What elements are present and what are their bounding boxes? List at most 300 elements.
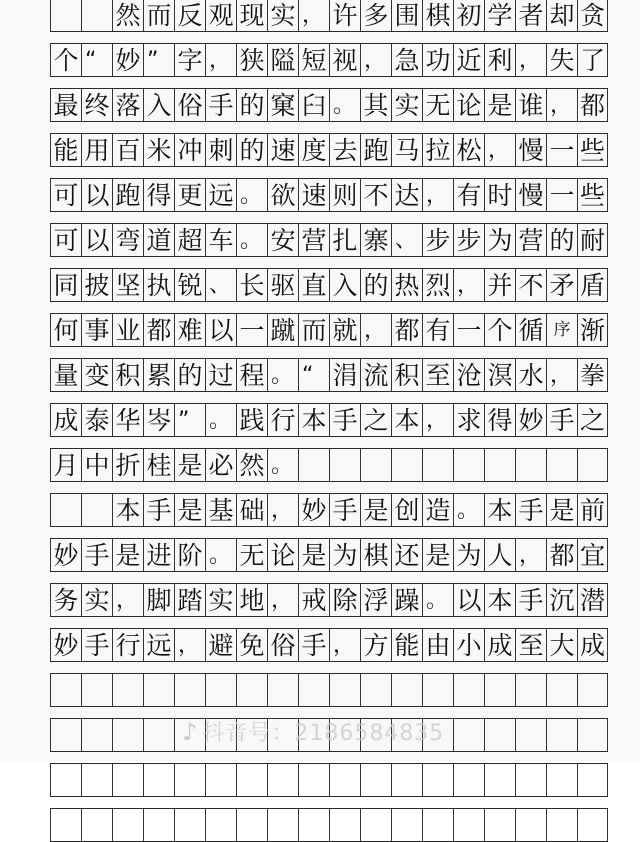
grid-cell: 为 [329,539,360,571]
grid-cell: 然 [236,449,267,481]
grid-cell: 欲 [267,179,298,211]
grid-cell [205,809,236,841]
grid-cell: 更 [174,179,205,211]
grid-cell: ， [422,179,453,211]
grid-cell: 地 [236,584,267,616]
grid-cell: 本 [391,404,422,436]
grid-cell: “ [81,44,112,76]
grid-cell: 本 [484,584,515,616]
grid-cell: 的 [236,134,267,166]
grid-cell [81,719,112,751]
grid-cell: 有 [453,179,484,211]
grid-cell [453,809,484,841]
grid-cell: 之 [360,404,391,436]
grid-cell: 造 [422,494,453,526]
grid-cell: 溟 [484,359,515,391]
grid-cell [112,674,143,706]
grid-cell [112,719,143,751]
grid-cell: 蹴 [267,314,298,346]
grid-cell: 中 [81,449,112,481]
grid-cell: 马 [391,134,422,166]
grid-cell: 谁 [515,89,546,121]
grid-cell: 流 [360,359,391,391]
grid-cell: 序 [546,314,577,346]
grid-cell [81,494,112,526]
grid-cell: 进 [143,539,174,571]
grid-cell: 而 [143,0,174,31]
grid-cell [484,809,515,841]
grid-cell: 一 [236,314,267,346]
grid-cell: 戒 [298,584,329,616]
grid-cell: ， [205,44,236,76]
grid-cell: 都 [546,539,577,571]
grid-cell: 臼 [298,89,329,121]
grid-cell: 贪 [577,0,608,31]
grid-cell: 都 [577,89,608,121]
grid-cell: 免 [236,629,267,661]
grid-cell: 锐 [174,269,205,301]
grid-cell [236,674,267,706]
grid-cell: 方 [360,629,391,661]
grid-cell: 矛 [546,269,577,301]
grid-cell: 跑 [112,179,143,211]
grid-cell: 字 [174,44,205,76]
grid-row [50,403,608,437]
grid-cell: 速 [267,134,298,166]
grid-cell [298,764,329,796]
grid-cell: 折 [112,449,143,481]
grid-cell: 去 [329,134,360,166]
grid-cell: ， [329,629,360,661]
grid-cell: 论 [267,539,298,571]
grid-cell: 渐 [577,314,608,346]
grid-row [50,178,608,212]
grid-cell: 跑 [360,134,391,166]
grid-cell: 难 [174,314,205,346]
grid-cell: 为 [484,224,515,256]
grid-cell: ， [484,134,515,166]
grid-cell [50,0,81,31]
grid-cell: 窠 [267,89,298,121]
grid-cell [329,449,360,481]
grid-cell: 有 [422,314,453,346]
grid-cell: 而 [298,314,329,346]
grid-cell: 冲 [174,134,205,166]
grid-cell [174,674,205,706]
grid-cell [422,764,453,796]
grid-cell: 入 [143,89,174,121]
grid-cell [143,764,174,796]
grid-cell: 华 [112,404,143,436]
grid-cell [515,719,546,751]
grid-cell [174,764,205,796]
grid-cell: 的 [360,269,391,301]
grid-row [50,448,608,482]
grid-cell: 手 [515,494,546,526]
grid-cell: 的 [236,89,267,121]
grid-cell: 可 [50,224,81,256]
grid-cell: 成 [484,629,515,661]
grid-cell: 基 [205,494,236,526]
grid-cell: 的 [174,359,205,391]
grid-cell: 。 [236,224,267,256]
grid-cell [329,764,360,796]
grid-cell [422,809,453,841]
grid-cell [577,719,608,751]
grid-cell: 践 [236,404,267,436]
grid-cell: 循 [515,314,546,346]
grid-paper [50,0,608,762]
grid-cell: 道 [143,224,174,256]
grid-cell: 直 [298,269,329,301]
grid-cell: 弯 [112,224,143,256]
grid-cell: 短 [298,44,329,76]
grid-cell: 过 [205,359,236,391]
grid-cell: 积 [112,359,143,391]
grid-cell: 都 [143,314,174,346]
grid-cell: 多 [360,0,391,31]
grid-cell: ， [298,0,329,31]
grid-cell [546,719,577,751]
grid-cell: 个 [50,44,81,76]
grid-cell [546,674,577,706]
grid-cell: 俗 [174,89,205,121]
grid-cell [143,809,174,841]
grid-cell: 潜 [577,584,608,616]
grid-cell [236,809,267,841]
grid-cell: 刺 [205,134,236,166]
grid-row [50,133,608,167]
grid-cell [298,674,329,706]
grid-cell: 是 [360,494,391,526]
grid-cell [453,674,484,706]
watermark [182,716,444,747]
grid-cell: 营 [515,224,546,256]
grid-cell [515,764,546,796]
grid-cell: 宜 [577,539,608,571]
grid-cell: 慢 [515,179,546,211]
grid-cell: 耐 [577,224,608,256]
grid-cell: 利 [484,44,515,76]
grid-cell [391,764,422,796]
grid-cell: 隘 [267,44,298,76]
grid-cell: 月 [50,449,81,481]
grid-cell: 妙 [50,629,81,661]
grid-cell: 何 [50,314,81,346]
grid-cell: 功 [422,44,453,76]
grid-cell: 避 [205,629,236,661]
grid-cell [50,674,81,706]
grid-cell: 务 [50,584,81,616]
grid-row [50,223,608,257]
grid-cell: 除 [329,584,360,616]
grid-cell: 的 [546,224,577,256]
grid-cell: 。 [329,89,360,121]
grid-cell: 手 [298,629,329,661]
grid-cell: 实 [81,584,112,616]
grid-cell: 业 [112,314,143,346]
grid-cell: 是 [174,449,205,481]
grid-cell: 手 [81,629,112,661]
grid-row [50,88,608,122]
grid-cell: 前 [577,494,608,526]
grid-row [50,0,608,32]
grid-cell: 时 [484,179,515,211]
grid-cell [515,674,546,706]
grid-cell: ， [174,629,205,661]
grid-cell: 安 [267,224,298,256]
grid-cell [143,719,174,751]
grid-cell: 披 [81,269,112,301]
tiktok-icon: ♪ [182,718,199,746]
grid-cell: 初 [453,0,484,31]
grid-cell: 。 [453,494,484,526]
grid-cell: 速 [298,179,329,211]
grid-cell: 水 [515,359,546,391]
grid-cell: 者 [515,0,546,31]
grid-cell [360,674,391,706]
grid-cell: 本 [112,494,143,526]
grid-cell: 还 [391,539,422,571]
grid-cell: 之 [577,404,608,436]
grid-cell: 一 [546,179,577,211]
grid-cell: 视 [329,44,360,76]
grid-cell: 、 [205,269,236,301]
grid-cell: 以 [81,179,112,211]
grid-cell [174,809,205,841]
grid-cell [50,809,81,841]
grid-cell: 阶 [174,539,205,571]
grid-cell: 车 [205,224,236,256]
grid-cell: 至 [422,359,453,391]
grid-cell [298,449,329,481]
grid-cell: 慢 [515,134,546,166]
grid-cell: “ [298,359,329,391]
grid-cell: 由 [422,629,453,661]
grid-cell: 成 [577,629,608,661]
grid-cell [267,674,298,706]
grid-cell: 狭 [236,44,267,76]
grid-cell [143,674,174,706]
grid-cell: 然 [112,0,143,31]
grid-cell: 桂 [143,449,174,481]
grid-cell [546,764,577,796]
grid-cell [329,809,360,841]
grid-cell: 人 [484,539,515,571]
grid-cell: 以 [205,314,236,346]
grid-row [50,358,608,392]
grid-cell: 。 [267,449,298,481]
grid-row [50,583,608,617]
grid-cell: 一 [453,314,484,346]
grid-cell: 是 [422,539,453,571]
grid-cell: 无 [236,539,267,571]
grid-cell: 是 [174,494,205,526]
grid-cell: 沉 [546,584,577,616]
grid-cell: ， [267,494,298,526]
grid-cell: 失 [546,44,577,76]
grid-cell [515,809,546,841]
grid-cell: 行 [112,629,143,661]
grid-cell: 度 [298,134,329,166]
grid-cell: 手 [143,494,174,526]
grid-cell: 拉 [422,134,453,166]
grid-cell: 本 [484,494,515,526]
grid-cell [453,764,484,796]
grid-cell: 执 [143,269,174,301]
grid-cell: 是 [298,539,329,571]
grid-cell: 踏 [174,584,205,616]
grid-cell: 其 [360,89,391,121]
grid-cell: 。 [236,179,267,211]
grid-cell: 近 [453,44,484,76]
grid-cell [360,449,391,481]
grid-cell: ， [453,269,484,301]
grid-cell [329,674,360,706]
grid-cell: 都 [391,314,422,346]
grid-cell: 盾 [577,269,608,301]
grid-cell: ， [360,44,391,76]
grid-row [50,43,608,77]
grid-cell: 就 [329,314,360,346]
grid-cell: 入 [329,269,360,301]
grid-cell: 观 [205,0,236,31]
grid-cell: 沧 [453,359,484,391]
grid-cell: 急 [391,44,422,76]
grid-cell: 积 [391,359,422,391]
grid-cell: 米 [143,134,174,166]
grid-cell: 手 [546,404,577,436]
grid-cell: 是 [112,539,143,571]
grid-cell [577,449,608,481]
grid-cell [515,449,546,481]
grid-cell: 能 [391,629,422,661]
grid-cell: 驱 [267,269,298,301]
grid-cell: 无 [422,89,453,121]
grid-cell: 拳 [577,359,608,391]
grid-cell: 则 [329,179,360,211]
grid-cell [422,449,453,481]
grid-cell: 步 [422,224,453,256]
grid-cell: 妙 [298,494,329,526]
grid-cell: ” [143,44,174,76]
grid-cell: ， [360,314,391,346]
grid-cell: 妙 [112,44,143,76]
grid-cell: 百 [112,134,143,166]
grid-cell: ， [112,584,143,616]
grid-cell: 远 [143,629,174,661]
grid-cell [453,449,484,481]
grid-cell: 。 [422,584,453,616]
grid-cell: 浮 [360,584,391,616]
grid-cell: 手 [81,539,112,571]
grid-cell: 却 [546,0,577,31]
grid-cell: 量 [50,359,81,391]
grid-cell: 烈 [422,269,453,301]
grid-cell: 达 [391,179,422,211]
grid-cell [484,764,515,796]
grid-cell [50,494,81,526]
grid-cell [112,764,143,796]
grid-cell [236,764,267,796]
grid-cell [267,809,298,841]
grid-cell: 现 [236,0,267,31]
grid-row [50,673,608,707]
grid-cell: 学 [484,0,515,31]
grid-cell: 长 [236,269,267,301]
grid-cell: 、 [391,224,422,256]
grid-cell: 了 [577,44,608,76]
grid-row [50,763,608,797]
grid-cell: 成 [50,404,81,436]
grid-cell: ， [515,44,546,76]
grid-cell: 至 [515,629,546,661]
grid-cell [577,809,608,841]
grid-cell: ” [174,404,205,436]
grid-cell [205,764,236,796]
grid-cell [422,674,453,706]
grid-row [50,808,608,842]
grid-row [50,313,608,347]
grid-cell: 涓 [329,359,360,391]
grid-cell: 热 [391,269,422,301]
grid-cell: 能 [50,134,81,166]
grid-cell [577,674,608,706]
grid-cell: 础 [236,494,267,526]
grid-cell [81,674,112,706]
grid-cell [298,809,329,841]
grid-cell: 求 [453,404,484,436]
grid-cell [484,449,515,481]
grid-row [50,538,608,572]
grid-cell: 手 [329,404,360,436]
grid-cell [360,764,391,796]
grid-cell: 手 [515,584,546,616]
grid-cell [81,809,112,841]
grid-row [50,628,608,662]
grid-cell: 论 [453,89,484,121]
grid-cell: 同 [50,269,81,301]
grid-cell: 超 [174,224,205,256]
grid-cell: 棋 [360,539,391,571]
grid-cell: 手 [329,494,360,526]
grid-cell [391,449,422,481]
grid-cell: 本 [298,404,329,436]
grid-cell: 创 [391,494,422,526]
grid-row [50,493,608,527]
grid-cell: 行 [267,404,298,436]
grid-cell [81,764,112,796]
grid-cell: 不 [360,179,391,211]
grid-cell: 泰 [81,404,112,436]
grid-cell: 实 [267,0,298,31]
grid-cell: 是 [484,89,515,121]
grid-cell: 岑 [143,404,174,436]
grid-cell [50,764,81,796]
grid-cell: ， [546,359,577,391]
grid-cell: 坚 [112,269,143,301]
grid-cell: 营 [298,224,329,256]
grid-cell: 。 [205,539,236,571]
grid-cell: 步 [453,224,484,256]
grid-cell: 妙 [50,539,81,571]
grid-cell: 远 [205,179,236,211]
grid-cell [112,809,143,841]
grid-cell: 并 [484,269,515,301]
grid-cell: 得 [484,404,515,436]
grid-cell: 。 [205,404,236,436]
grid-cell: 实 [205,584,236,616]
